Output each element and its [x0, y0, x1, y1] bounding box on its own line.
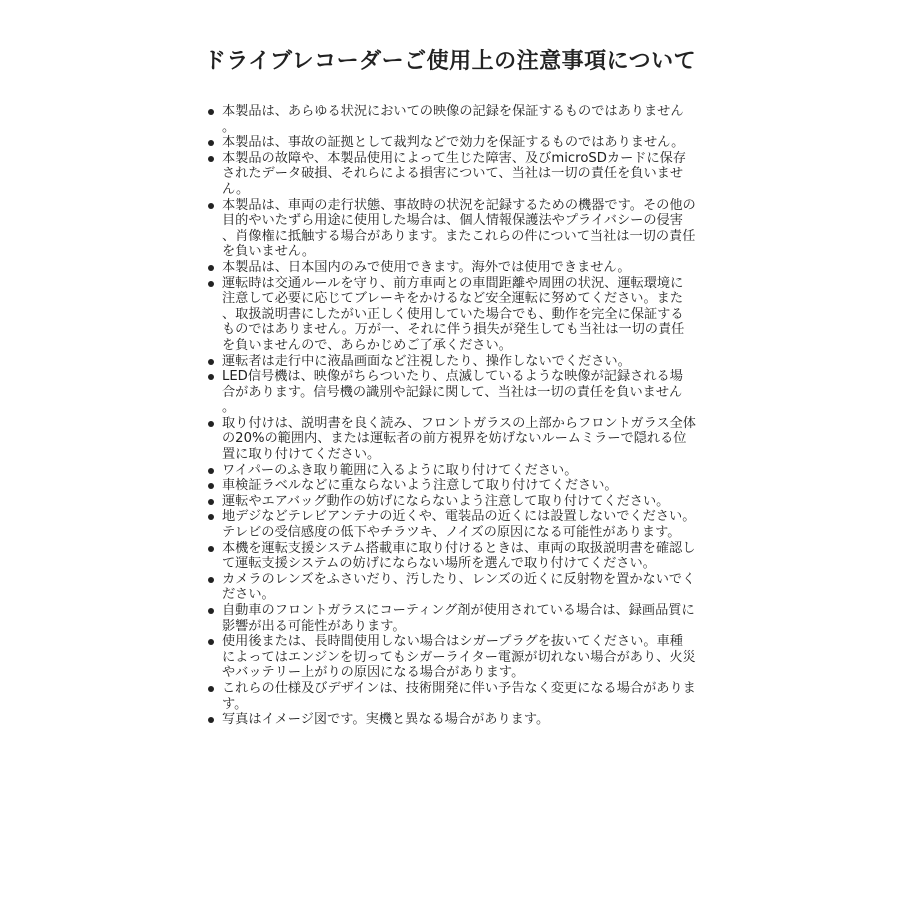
- list-item: [206, 260, 696, 276]
- bullet-icon: [208, 717, 214, 723]
- notice-text: 運転やエアバッグ動作の妨げにならないよう注意して取り付けてください。: [222, 493, 670, 509]
- notice-text: 車検証ラベルなどに重ならないよう注意して取り付けてください。: [222, 478, 618, 494]
- list-item: [206, 416, 696, 463]
- notice-text: 運転時は交通ルールを守り、前方車両との車間距離や周囲の状況、運転環境に注意して必要に応じてブレーキをかけるなど安全運転に努めてください。また、取扱説明書にしたがい正しく使用していた場合でも、動作を完全に保証するものではありません。万が一、それに伴う損失が発生しても当社は一切の責任を負いませんので、あらかじめご了承ください。: [222, 275, 685, 353]
- bullet-icon: [208, 156, 214, 162]
- notice-text: 写真はイメージ図です。実機と異なる場合があります。: [222, 712, 550, 728]
- bullet-icon: [208, 281, 214, 287]
- bullet-icon: [208, 639, 214, 645]
- list-item: [206, 478, 696, 494]
- notice-text: 取り付けは、説明書を良く読み、フロントガラスの上部からフロントガラス全体の20%の範囲内、または運転者の前方視界を妨げないルームミラーで隠れる位置に取り付けてください。: [222, 415, 696, 463]
- list-item: [206, 634, 696, 681]
- bullet-icon: [208, 686, 214, 692]
- notice-text: 本製品は、日本国内のみで使用できます。海外では使用できません。: [222, 259, 631, 275]
- notice-text: LED信号機は、映像がちらついたり、点滅しているような映像が記録される場合があります。信号機の識別や記録に関して、当社は一切の責任を負いません。: [222, 369, 683, 416]
- bullet-icon: [208, 608, 214, 614]
- list-item: [206, 151, 696, 198]
- notice-text: これらの仕様及びデザインは、技術開発に伴い予告なく変更になる場合があります。: [222, 680, 696, 712]
- bullet-icon: [208, 203, 214, 209]
- list-item: [206, 369, 696, 416]
- bullet-icon: [208, 265, 214, 271]
- list-item: [206, 135, 696, 151]
- list-item: [206, 494, 696, 510]
- bullet-icon: [208, 546, 214, 552]
- list-item: [206, 712, 696, 728]
- notice-text: 運転者は走行中に液晶画面など注視したり、操作しないでください。: [222, 353, 631, 369]
- list-item: [206, 541, 696, 572]
- notice-text: 本製品は、車両の走行状態、事故時の状況を記録するための機器です。その他の目的やいたずら用途に使用した場合は、個人情報保護法やプライバシーの侵害、肖像権に抵触する場合があります。またこれらの件について当社は一切の責任を負いません。: [222, 197, 696, 260]
- list-item: [206, 198, 696, 260]
- notice-text: 本製品は、事故の証拠として裁判などで効力を保証するものではありません。: [222, 135, 685, 151]
- bullet-icon: [208, 483, 214, 489]
- notice-text: 自動車のフロントガラスにコーティング剤が使用されている場合は、録画品質に影響が出る可能性があります。: [222, 603, 695, 634]
- list-item: [206, 509, 696, 540]
- list-item: [206, 104, 696, 135]
- bullet-icon: [208, 514, 214, 520]
- notice-text: 本製品の故障や、本製品使用によって生じた障害、及びmicroSDカードに保存されたデータ破損、それらによる損害について、当社は一切の責任を負いません。: [222, 150, 687, 197]
- list-item: [206, 354, 696, 370]
- notice-text: 地デジなどテレビアンテナの近くや、電装品の近くには設置しないでください。テレビの受信感度の低下やチラツキ、ノイズの原因になる可能性があります。: [222, 509, 696, 541]
- notice-text: 本製品は、あらゆる状況においての映像の記録を保証するものではありません。: [222, 104, 684, 135]
- notice-text: 使用後または、長時間使用しない場合はシガープラグを抜いてください。車種によってはエンジンを切ってもシガーライター電源が切れない場合があり、火災やバッテリー上がりの原因になる場合があります。: [222, 634, 696, 681]
- notice-text: ワイパーのふき取り範囲に入るように取り付けてください。: [222, 462, 578, 478]
- bullet-icon: [208, 140, 214, 146]
- list-item: [206, 603, 696, 634]
- bullet-icon: [208, 421, 214, 427]
- notice-list: [206, 104, 696, 728]
- bullet-icon: [208, 109, 214, 115]
- list-item: [206, 681, 696, 712]
- bullet-icon: [208, 468, 214, 474]
- list-item: [206, 276, 696, 354]
- bullet-icon: [208, 577, 214, 583]
- notice-text: カメラのレンズをふさいだり、汚したり、レンズの近くに反射物を置かないでください。: [222, 571, 696, 603]
- bullet-icon: [208, 359, 214, 365]
- list-item: [206, 463, 696, 479]
- list-item: [206, 572, 696, 603]
- bullet-icon: [208, 499, 214, 505]
- notice-text: 本機を運転支援システム搭載車に取り付けるときは、車両の取扱説明書を確認して運転支援システムの妨げにならない場所を選んで取り付けてください。: [222, 540, 696, 572]
- bullet-icon: [208, 374, 214, 380]
- page-title: ドライブレコーダーご使用上の注意事項について: [203, 49, 697, 74]
